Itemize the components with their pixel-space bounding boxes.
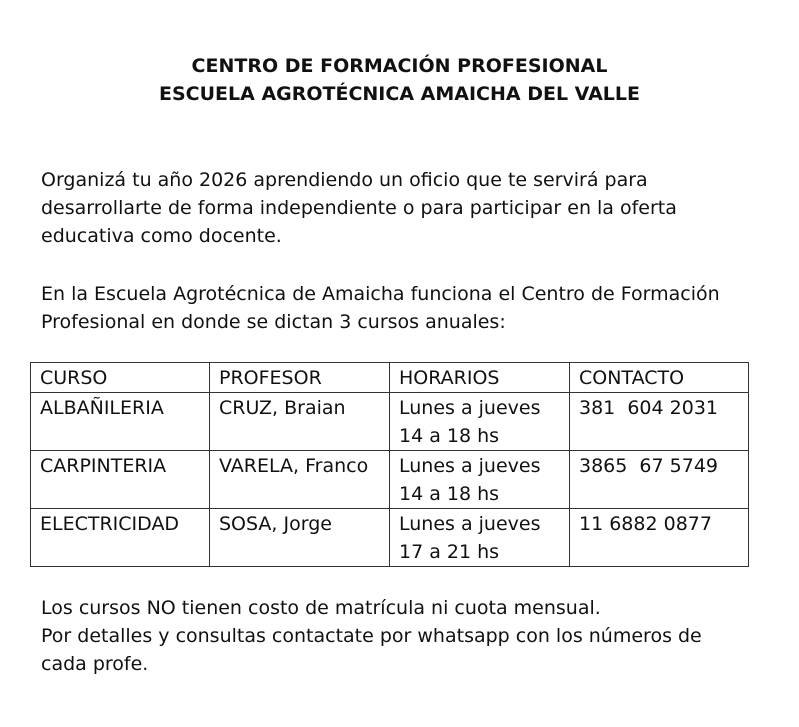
document-title-line2: ESCUELA AGROTÉCNICA AMAICHA DEL VALLE: [159, 83, 640, 105]
cell-contacto: 11 6882 0877: [570, 509, 749, 567]
cell-curso: ELECTRICIDAD: [31, 509, 210, 567]
table-row: [31, 393, 749, 451]
horario-horas: 14 a 18 hs: [399, 483, 500, 505]
header-contacto: CONTACTO: [570, 363, 749, 393]
horario-dias: Lunes a jueves: [399, 397, 541, 419]
header-horarios: HORARIOS: [390, 363, 570, 393]
description-line: Profesional en donde se dictan 3 cursos anuales:: [41, 311, 506, 333]
cell-contacto: 3865 67 5749: [570, 451, 749, 509]
cell-curso: ALBAÑILERIA: [31, 393, 210, 451]
description-line: En la Escuela Agrotécnica de Amaicha funciona el Centro de Formación: [41, 283, 720, 305]
horario-horas: 17 a 21 hs: [399, 541, 500, 563]
description-paragraph: [41, 280, 761, 336]
header-profesor: PROFESOR: [210, 363, 390, 393]
footer-line: cada profe.: [41, 653, 149, 675]
cell-horario: [390, 451, 570, 509]
footer-line: Los cursos NO tienen costo de matrícula ni cuota mensual.: [41, 597, 601, 619]
courses-table: [30, 362, 749, 567]
horario-dias: Lunes a jueves: [399, 455, 541, 477]
cell-contacto: 381 604 2031: [570, 393, 749, 451]
cell-horario: [390, 393, 570, 451]
intro-line: Organizá tu año 2026 aprendiendo un oficio que te servirá para: [41, 169, 648, 191]
intro-line: desarrollarte de forma independiente o para participar en la oferta: [41, 197, 677, 219]
footer-paragraph: [41, 594, 761, 678]
cell-profesor: SOSA, Jorge: [210, 509, 390, 567]
cell-curso: CARPINTERIA: [31, 451, 210, 509]
cell-profesor: CRUZ, Braian: [210, 393, 390, 451]
table-row: [31, 451, 749, 509]
cell-profesor: VARELA, Franco: [210, 451, 390, 509]
intro-line: educativa como docente.: [41, 225, 282, 247]
intro-paragraph: [41, 166, 761, 250]
header-curso: CURSO: [31, 363, 210, 393]
document-title-line1: CENTRO DE FORMACIÓN PROFESIONAL: [191, 55, 608, 77]
cell-horario: [390, 509, 570, 567]
table-row: [31, 509, 749, 567]
horario-dias: Lunes a jueves: [399, 513, 541, 535]
footer-line: Por detalles y consultas contactate por whatsapp con los números de: [41, 625, 702, 647]
horario-horas: 14 a 18 hs: [399, 425, 500, 447]
table-header-row: [31, 363, 749, 393]
